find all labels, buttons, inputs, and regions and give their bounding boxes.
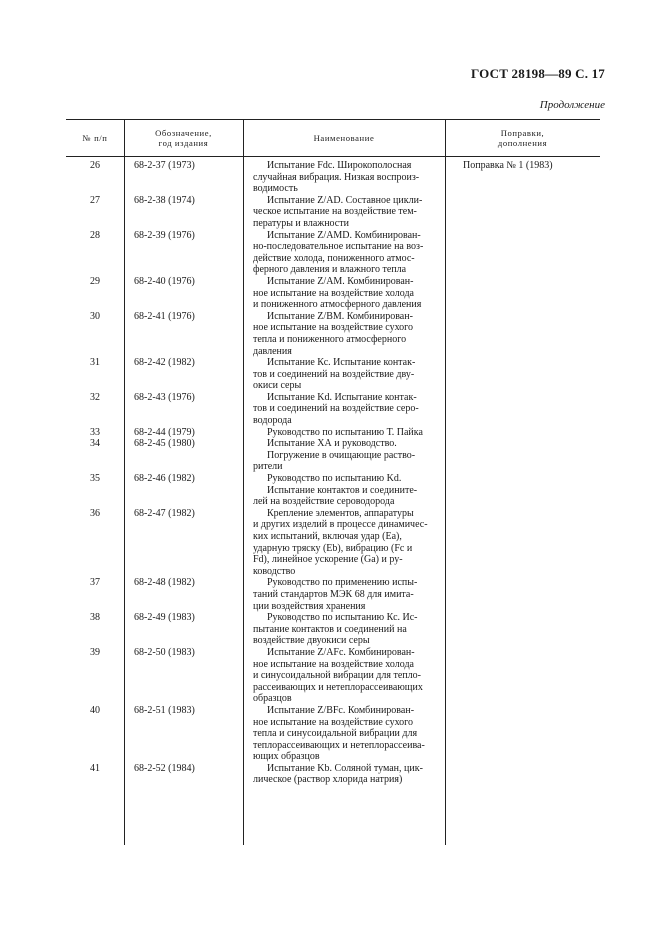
row-title-line: Руководство по испытанию Кс. Ис- [267,612,418,624]
row-title-line: тепла и синусоидальной вибрации для [253,728,418,740]
table-row [66,276,600,311]
header-num [66,119,124,156]
row-number: 28 [90,229,100,241]
row-number: 39 [90,646,100,658]
row-designation: 68-2-51 (1983) [134,704,195,716]
row-designation: 68-2-40 (1976) [134,275,195,287]
row-title-line: тов и соединений на воздействие серо- [253,403,419,415]
row-title-line: Испытание Fdc. Широкополосная [267,160,412,171]
row-designation: 68-2-45 (1980) [134,438,195,450]
row-number: 29 [90,275,100,287]
table-body [66,160,600,786]
row-title [253,392,436,427]
row-title-line: Испытание Кс. Испытание контак- [267,357,416,369]
row-title-line: ции воздействия хранения [253,600,366,612]
row-title-line: Руководство по испытанию Kd. [267,473,402,485]
row-title [253,276,436,311]
header-code [124,119,243,156]
row-title [253,705,436,763]
row-title-line: ких испытаний, включая удар (Ea), [253,531,402,542]
row-title-line: ферного давления и влажного тепла [253,264,407,276]
row-title-line: и других изделий в процессе динамичес- [253,519,428,531]
table-row [66,160,600,195]
row-title-line: ударную тряску (Eb), вибрацию (Fc и [253,542,413,554]
row-designation: 68-2-38 (1974) [134,194,195,206]
header-code-line2: год издания [158,137,209,148]
header-name [243,119,445,156]
row-title-line: Испытание Z/BM. Комбинирован- [267,310,413,322]
row-title-line: Погружение в очищающие раство- [267,449,416,461]
table-row [66,311,600,357]
row-number: 41 [90,762,100,774]
table-row [66,230,600,276]
row-title-line: Испытание контактов и соедините- [267,484,418,496]
row-amendment: Поправка № 1 (1983) [463,160,553,171]
row-number: 35 [90,473,100,485]
table-row [66,508,600,578]
row-title-line: Испытание Z/AFc. Комбинирован- [267,646,415,658]
row-title-line: Испытание Kb. Соляной туман, цик- [267,762,423,774]
row-number: 30 [90,310,100,322]
row-title-line: ное испытание на воздействие сухого [253,322,414,334]
header-name-label: Наименование [313,132,375,143]
row-title-line: водорода [253,415,292,427]
row-title [253,230,436,276]
row-designation: 68-2-48 (1982) [134,577,195,589]
table-row [66,438,600,473]
row-title-line: Руководство по применению испы- [267,577,418,589]
row-title-line: ческое испытание на воздействие тем- [253,206,417,218]
row-title-line: таний стандартов МЭК 68 для имита- [253,588,414,600]
row-title-line: тепла и пониженного атмосферного [253,333,407,345]
row-number: 38 [90,612,100,624]
table-row [66,612,600,647]
row-title [253,612,436,647]
row-designation: 68-2-44 (1979) [134,426,195,438]
row-title-line: Крепление элементов, аппаратуры [267,507,414,519]
row-title-line: ющих образцов [253,751,320,763]
header-amend-line1: Поправки, [500,127,545,138]
row-title-line: ководство [253,565,296,577]
row-title-line: Испытание ХА и руководство. [267,438,397,450]
header-amend [445,119,600,156]
row-designation: 68-2-37 (1973) [134,160,195,171]
row-number: 37 [90,577,100,589]
row-number: 32 [90,391,100,403]
row-title-line: Fd), линейное ускорение (Ga) и ру- [253,554,403,566]
table-row [66,647,600,705]
row-title [253,577,436,612]
row-title [253,195,436,230]
row-title-line: Испытание Z/AMD. Комбинирован- [267,229,421,241]
row-title-line: тов и соединений на воздействие дву- [253,368,415,380]
row-title [253,438,436,473]
row-title-line: окиси серы [253,380,302,392]
table-row [66,392,600,427]
row-number: 26 [90,160,100,171]
row-title-line: теплорассеивающих и нетеплорассеива- [253,739,425,751]
table-row [66,577,600,612]
row-title-line: Руководство по испытанию Т. Пайка [267,426,423,438]
row-designation: 68-2-41 (1976) [134,310,195,322]
row-number: 36 [90,507,100,519]
header-code-line1: Обозначение, [155,127,212,138]
row-number: 27 [90,194,100,206]
row-number: 34 [90,438,100,450]
row-designation: 68-2-43 (1976) [134,391,195,403]
row-title-line: Испытание Z/BFc. Комбинирован- [267,704,415,716]
row-title-line: ное испытание на воздействие сухого [253,716,414,728]
row-title-line: лическое (раствор хлорида натрия) [253,774,403,786]
row-title [253,311,436,357]
table-row [66,195,600,230]
row-designation: 68-2-46 (1982) [134,473,195,485]
row-title-line: образцов [253,693,292,705]
table-row [66,357,600,392]
row-title [253,473,436,508]
standards-table [66,119,600,845]
table-row [66,427,600,439]
row-number: 40 [90,704,100,716]
row-title-line: водимость [253,183,298,195]
row-title-line: и синусоидальной вибрации для тепло- [253,670,421,682]
row-title-line: ное испытание на воздействие холода [253,658,414,670]
row-title [253,427,436,439]
table-header-rule [66,156,600,157]
row-designation: 68-2-39 (1976) [134,229,195,241]
row-title-line: и пониженного атмосферного давления [253,299,422,311]
row-title-line: ное испытание на воздействие холода [253,287,414,299]
continuation-label: Продолжение [539,99,605,111]
row-title-line: давления [253,345,292,357]
row-title-line: Испытание Z/AM. Комбинирован- [267,275,414,287]
header-num-label: № п/п [82,132,108,143]
row-designation: 68-2-42 (1982) [134,357,195,369]
row-title-line: воздействие двуокиси серы [253,635,370,647]
row-title-line: рассеивающих и нетеплорассеивающих [253,681,423,693]
row-designation: 68-2-49 (1983) [134,612,195,624]
row-title-line: пытание контактов и соединений на [253,623,407,635]
row-title-line: Испытание Kd. Испытание контак- [267,391,417,403]
row-title [253,763,436,786]
row-title-line: лей на воздействие сероводорода [253,496,395,508]
row-number: 31 [90,357,100,369]
row-title-line: случайная вибрация. Низкая воспроиз- [253,171,420,183]
row-title-line: рители [253,461,283,473]
row-title [253,647,436,705]
row-designation: 68-2-52 (1984) [134,762,195,774]
page-title: ГОСТ 28198—89 С. 17 [471,66,605,81]
row-title-line: Испытание Z/AD. Составное цикли- [267,194,423,206]
row-title [253,508,436,578]
header-amend-line2: дополнения [497,137,548,148]
table-row [66,763,600,786]
row-title [253,160,436,195]
table-row [66,705,600,763]
row-title-line: но-последовательное испытание на воз- [253,241,424,253]
row-title [253,357,436,392]
row-title-line: действие холода, пониженного атмос- [253,252,415,264]
row-designation: 68-2-47 (1982) [134,507,195,519]
table-row [66,473,600,508]
row-title-line: пературы и влажности [253,217,349,229]
row-number: 33 [90,426,100,438]
row-designation: 68-2-50 (1983) [134,646,195,658]
